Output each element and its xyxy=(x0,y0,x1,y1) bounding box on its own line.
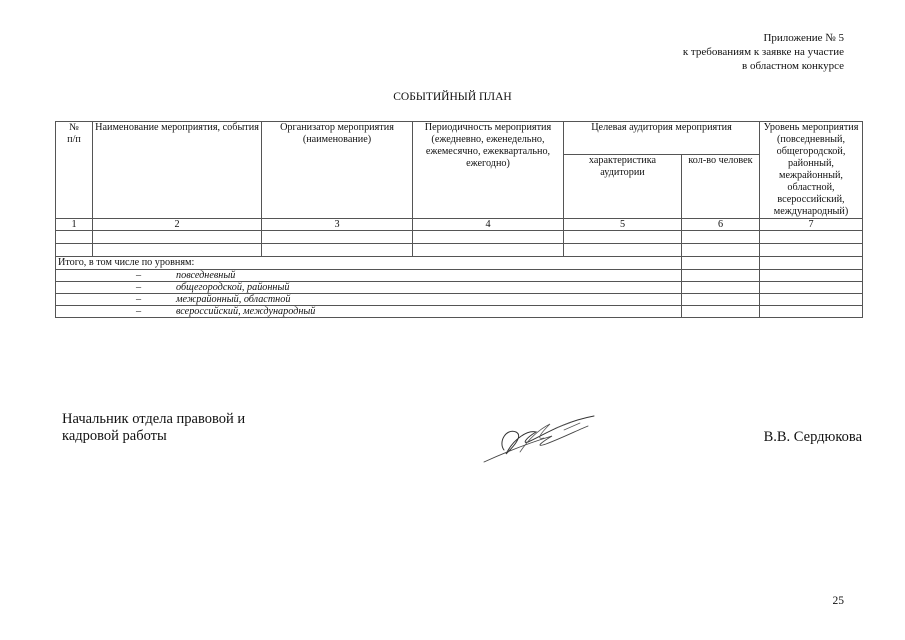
column-number: 3 xyxy=(262,219,413,231)
header-audience-count: кол-во человек xyxy=(682,155,760,219)
empty-cell xyxy=(56,244,93,257)
level-row xyxy=(56,270,863,282)
empty-cell xyxy=(93,231,262,244)
level-value-cell xyxy=(760,294,863,306)
total-row xyxy=(56,257,863,270)
level-count-cell xyxy=(682,306,760,318)
header-name: Наименование мероприятия, события xyxy=(93,122,262,219)
level-row xyxy=(56,306,863,318)
level-label-cell xyxy=(56,294,682,306)
empty-cell xyxy=(564,244,682,257)
signatory-name: В.В. Сердюкова xyxy=(763,429,862,445)
level-count-cell xyxy=(682,294,760,306)
empty-row xyxy=(56,231,863,244)
document-title: СОБЫТИЙНЫЙ ПЛАН xyxy=(393,91,512,103)
total-level-cell xyxy=(760,257,863,270)
column-number: 7 xyxy=(760,219,863,231)
empty-cell xyxy=(760,231,863,244)
empty-cell xyxy=(413,244,564,257)
header-audience: Целевая аудитория мероприятия xyxy=(564,122,760,155)
level-label: межрайонный, областной xyxy=(176,294,291,305)
level-value-cell xyxy=(760,306,863,318)
header-audience-characteristic: характеристика аудитории xyxy=(564,155,682,219)
signatory-position xyxy=(62,411,245,445)
level-row xyxy=(56,282,863,294)
total-count-cell xyxy=(682,257,760,270)
level-dash: – xyxy=(136,270,142,281)
column-number: 4 xyxy=(413,219,564,231)
page-number: 25 xyxy=(832,595,844,607)
total-label: Итого, в том числе по уровням: xyxy=(56,257,682,270)
column-number-row xyxy=(56,219,863,231)
empty-cell xyxy=(56,231,93,244)
empty-cell xyxy=(93,244,262,257)
column-number: 5 xyxy=(564,219,682,231)
level-label-cell xyxy=(56,306,682,318)
level-value-cell xyxy=(760,270,863,282)
header-num-line-2: п/п xyxy=(67,134,81,145)
level-label-cell xyxy=(56,282,682,294)
column-number: 2 xyxy=(93,219,262,231)
level-value-cell xyxy=(760,282,863,294)
handwritten-signature xyxy=(476,408,606,468)
position-line-2: кадровой работы xyxy=(62,428,167,444)
level-row xyxy=(56,294,863,306)
column-number: 6 xyxy=(682,219,760,231)
level-label-cell xyxy=(56,270,682,282)
header-num-line-1: № xyxy=(69,122,79,133)
empty-cell xyxy=(760,244,863,257)
level-dash: – xyxy=(136,306,142,317)
empty-cell xyxy=(682,244,760,257)
appendix-line-2: к требованиям к заявке на участие xyxy=(682,46,844,58)
position-line-1: Начальник отдела правовой и xyxy=(62,411,246,427)
empty-cell xyxy=(564,231,682,244)
empty-cell xyxy=(262,244,413,257)
level-label: общегородской, районный xyxy=(176,282,290,293)
empty-cell xyxy=(413,231,564,244)
level-label: повседневный xyxy=(176,270,236,281)
empty-row xyxy=(56,244,863,257)
event-plan-table xyxy=(55,121,863,318)
header-level: Уровень мероприятия (повседневный, общегородской, районный, межрайонный, областной, всероссийский, международный) xyxy=(760,122,863,219)
appendix-line-3: в областном конкурсе xyxy=(742,60,844,72)
appendix-note xyxy=(683,31,844,73)
level-dash: – xyxy=(136,294,142,305)
header-organizer: Организатор мероприятия (наименование) xyxy=(262,122,413,219)
empty-cell xyxy=(262,231,413,244)
header-num xyxy=(56,122,93,219)
header-periodicity: Периодичность мероприятия (ежедневно, еженедельно, ежемесячно, ежеквартально, ежегодно) xyxy=(413,122,564,219)
level-count-cell xyxy=(682,270,760,282)
empty-cell xyxy=(682,231,760,244)
level-label: всероссийский, международный xyxy=(176,306,316,317)
column-number: 1 xyxy=(56,219,93,231)
header-row-1 xyxy=(56,122,863,155)
appendix-line-1: Приложение № 5 xyxy=(763,32,844,44)
level-dash: – xyxy=(136,282,142,293)
level-count-cell xyxy=(682,282,760,294)
